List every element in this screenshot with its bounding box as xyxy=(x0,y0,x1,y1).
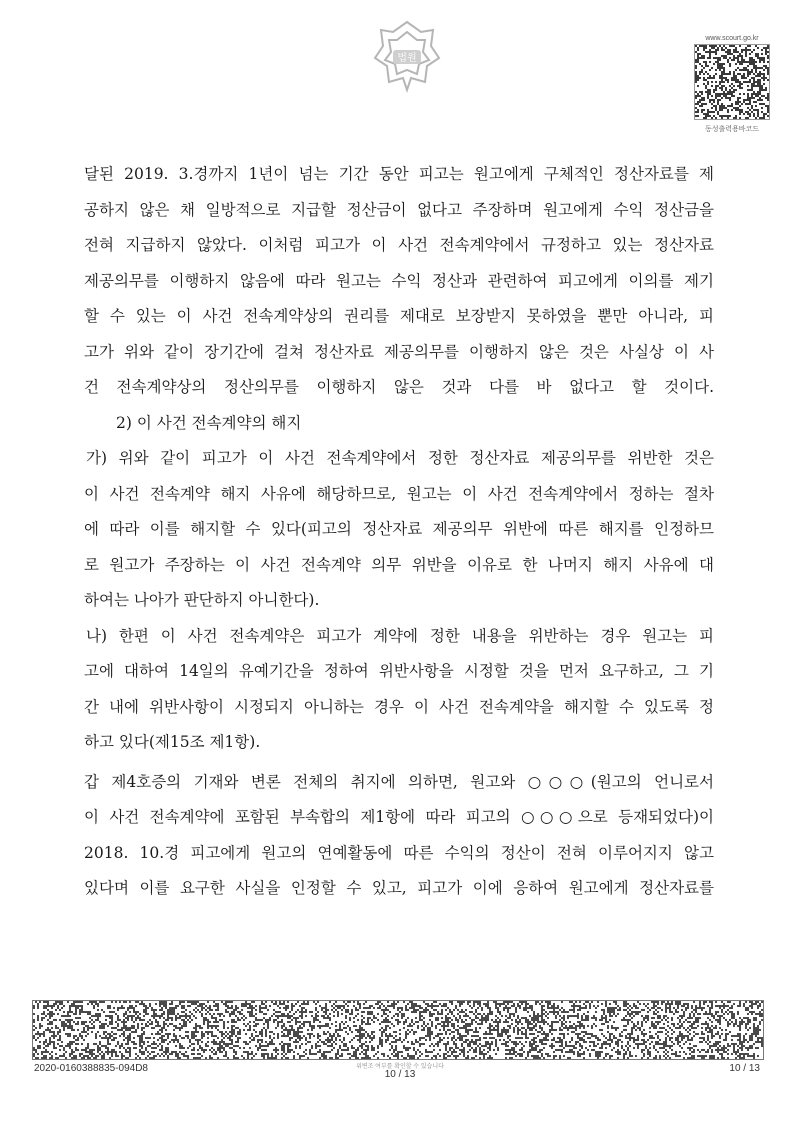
section-heading: 2) 이 사건 전속계약의 해지 xyxy=(116,413,302,432)
anti-forgery-barcode-strip xyxy=(32,1000,764,1060)
body-line: 고에 대하여 14일의 유예기간을 정하여 위반사항을 시정할 것을 먼저 요구하고, 그 기 xyxy=(84,662,714,680)
court-emblem-logo xyxy=(371,18,443,94)
page-number: 10 / 13 xyxy=(729,1063,760,1074)
qr-code-icon xyxy=(694,44,770,120)
body-line: 에 따라 이를 해지할 수 있다(피고의 정산자료 제공의무 위반에 따른 해지를 인정하므 xyxy=(84,520,714,538)
qr-url: www.scourt.go.kr xyxy=(705,35,759,42)
body-line: 이 사건 전속계약 해지 사유에 해당하므로, 원고는 이 사건 전속계약에서 정하는 절차 xyxy=(84,484,714,503)
body-line: 이 사건 전속계약에 포함된 부속합의 제1항에 따라 피고의 ○○○으로 등재되었다)이 xyxy=(84,808,714,826)
body-line: 로 원고가 주장하는 이 사건 전속계약 의무 위반을 이유로 한 나머지 해지 사유에 대 xyxy=(84,555,714,574)
body-line: 할 수 있는 이 사건 전속계약상의 권리를 제대로 보장받지 못하였을 뿐만 아니라, 피 xyxy=(84,307,714,325)
body-line: 하여는 나아가 판단하지 아니한다). xyxy=(84,591,320,609)
document-number: 2020-0160388835-094D8 xyxy=(34,1063,148,1074)
judgment-body xyxy=(84,157,714,907)
body-line: 전혀 지급하지 않았다. 이처럼 피고가 이 사건 전속계약에서 규정하고 있는 정산자료 xyxy=(84,236,714,254)
body-line: 건 전속계약상의 정산의무를 이행하지 않은 것과 다를 바 없다고 할 것이다. xyxy=(84,378,714,396)
body-line: 갑 제4호증의 기재와 변론 전체의 취지에 의하면, 원고와 ○○○(원고의 언니로서 xyxy=(84,772,714,791)
body-line: 고가 위와 같이 장기간에 걸쳐 정산자료 제공의무를 이행하지 않은 것은 사실상 이 사 xyxy=(84,342,714,361)
body-line: 달된 2019. 3.경까지 1년이 넘는 기간 동안 피고는 원고에게 구체적인 정산자료를 제 xyxy=(84,165,714,183)
verification-qr-block xyxy=(694,34,770,134)
emblem-text: 법원 xyxy=(397,53,417,64)
body-line: 제공의무를 이행하지 않음에 따라 원고는 수익 정산과 관련하여 피고에게 이의를 제기 xyxy=(84,271,714,290)
body-line: 있다며 이를 요구한 사실을 인정할 수 있고, 피고가 이에 응하여 원고에게 정산자료를 xyxy=(84,879,714,897)
body-line: 간 내에 위반사항이 시정되지 아니하는 경우 이 사건 전속계약을 해지할 수 있도록 정 xyxy=(84,697,714,716)
body-line: 나) 한편 이 사건 전속계약은 피고가 계약에 정한 내용을 위반하는 경우 원고는 피 xyxy=(86,626,714,645)
body-line: 2018. 10.경 피고에게 원고의 연예활동에 따른 수익의 정산이 전혀 이루어지지 않고 xyxy=(84,843,714,862)
body-line: 가) 위와 같이 피고가 이 사건 전속계약에서 정한 정산자료 제공의무를 위반한 것은 xyxy=(86,449,714,467)
body-line: 공하지 않은 채 일방적으로 지급할 정산금이 없다고 주장하며 원고에게 수익 정산금을 xyxy=(84,200,714,219)
qr-caption: 동성출력용바코드 xyxy=(704,126,760,133)
verification-note: 위변조 여부를 확인할 수 있습니다 xyxy=(356,1064,444,1070)
body-line: 하고 있다(제15조 제1항). xyxy=(84,733,261,751)
center-page-number: 10 / 13 xyxy=(384,1069,416,1080)
